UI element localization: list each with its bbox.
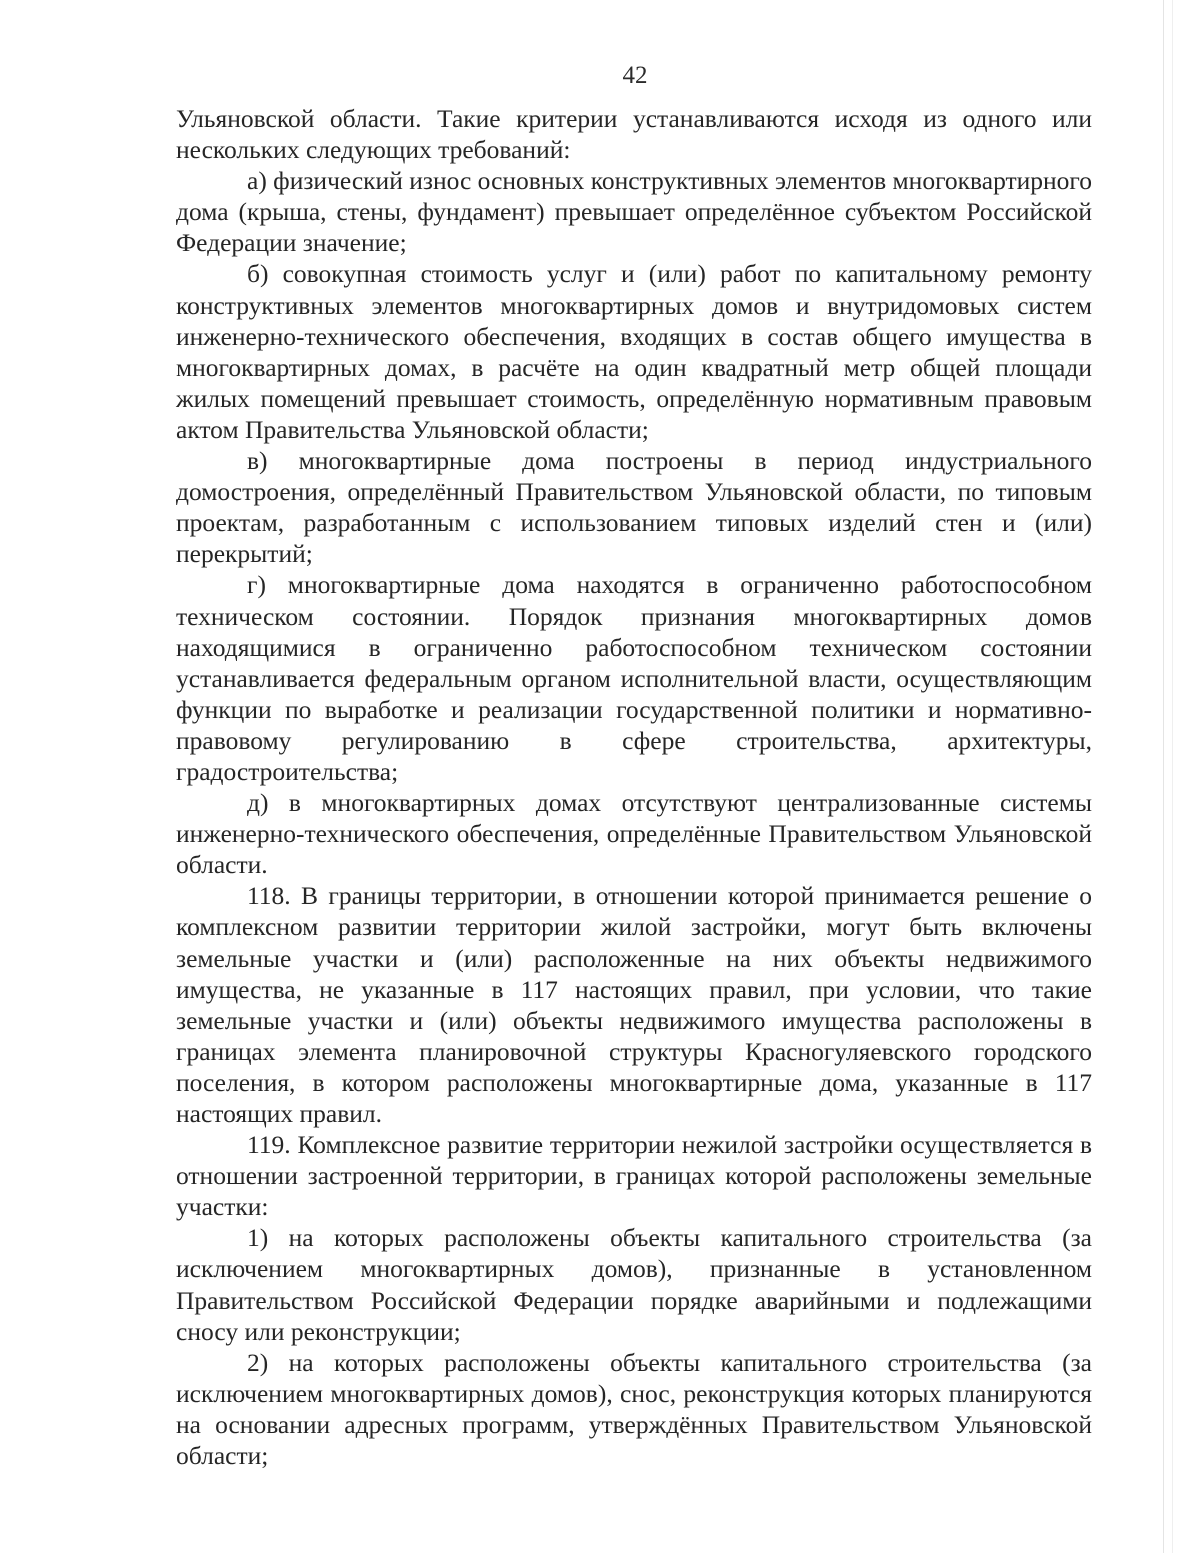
scan-edge-line xyxy=(1163,0,1164,1553)
paragraph-119: 119. Комплексное развитие территории нежилой застройки осуществляется в отношении застроенной территории, в границах которой расположены земельные участки: xyxy=(176,1130,1092,1222)
paragraph-item-d: д) в многоквартирных домах отсутствуют централизованные системы инженерно-технического обеспечения, определённые Правительством Ульяновской области. xyxy=(176,788,1092,880)
paragraph-item-a: а) физический износ основных конструктивных элементов многоквартирного дома (крыша, стены, фундамент) превышает определённое субъектом Российской Федерации значение; xyxy=(176,166,1092,258)
paragraph-item-1: 1) на которых расположены объекты капитального строительства (за исключением многоквартирных домов), признанные в установленном Правительством Российской Федерации порядке аварийными и подлежащими сносу или реконструкции; xyxy=(176,1223,1092,1346)
paragraph-118: 118. В границы территории, в отношении которой принимается решение о комплексном развитии территории жилой застройки, могут быть включены земельные участки и (или) расположенные на них объекты недвижимого имущества, не указанные в 117 настоящих правил, при условии, что такие земельные участки и (или) объекты недвижимого имущества расположены в границах элемента планировочной структуры Красногуляевского городского поселения, в котором расположены многоквартирные дома, указанные в 117 настоящих правил. xyxy=(176,881,1092,1128)
page-number: 42 xyxy=(622,62,648,89)
scan-edge-line-outer xyxy=(1172,0,1173,1553)
paragraph-continuation: Ульяновской области. Такие критерии устанавливаются исходя из одного или нескольких следующих требований: xyxy=(176,104,1092,165)
paragraph-item-b: б) совокупная стоимость услуг и (или) работ по капитальному ремонту конструктивных элементов многоквартирных домов и внутридомовых систем инженерно-технического обеспечения, входящих в состав общего имущества в многоквартирных домах, в расчёте на один квадратный метр общей площади жилых помещений превышает стоимость, определённую нормативным правовым актом Правительства Ульяновской области; xyxy=(176,259,1092,444)
paragraph-item-v: в) многоквартирные дома построены в период индустриального домостроения, определённый Правительством Ульяновской области, по типовым проектам, разработанным с использованием типовых изделий стен и (или) перекрытий; xyxy=(176,446,1092,569)
paragraph-item-g: г) многоквартирные дома находятся в ограниченно работоспособном техническом состоянии. Порядок признания многоквартирных домов находящимися в ограниченно работоспособном техническом состоянии устанавливается федеральным органом исполнительной власти, осуществляющим функции по выработке и реализации государственной политики и нормативно-правовому регулированию в сфере строительства, архитектуры, градостроительства; xyxy=(176,570,1092,786)
paragraph-item-2: 2) на которых расположены объекты капитального строительства (за исключением многоквартирных домов), снос, реконструкция которых планируются на основании адресных программ, утверждённых Правительством Ульяновской области; xyxy=(176,1347,1092,1471)
document-body xyxy=(176,103,1092,1471)
